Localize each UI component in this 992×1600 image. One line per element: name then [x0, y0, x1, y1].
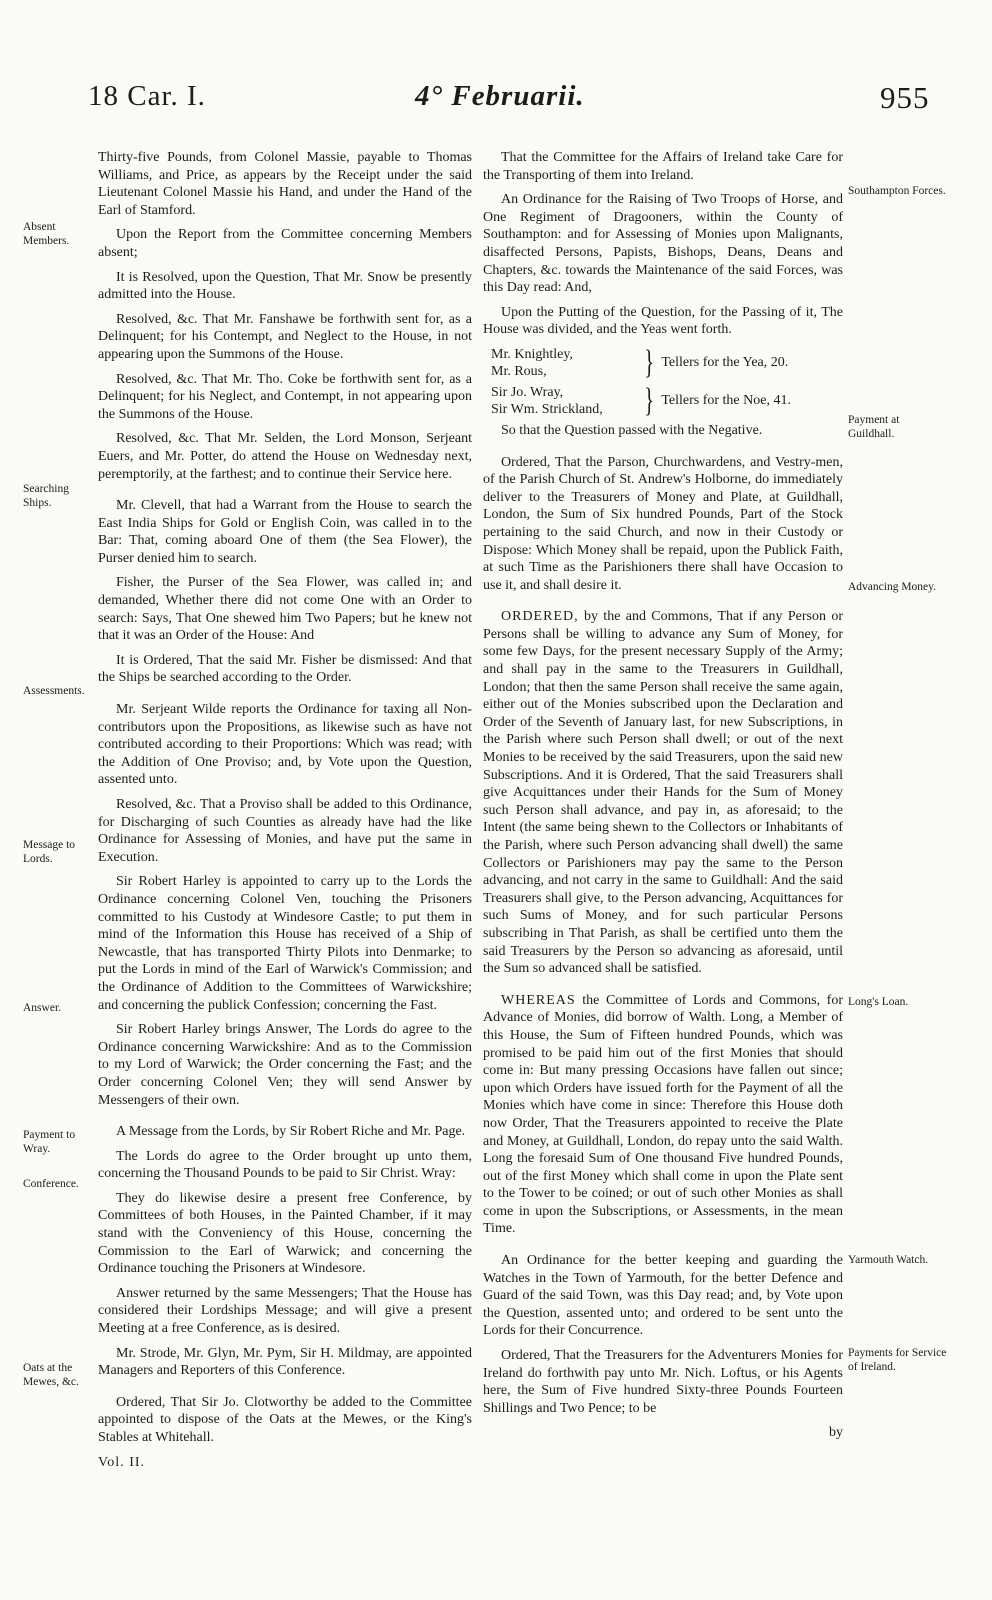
- margin-note-yarmouth-watch: Yarmouth Watch.: [848, 1254, 929, 1266]
- paragraph: Upon the Putting of the Question, for the Passing of it, The House was divided, and the Yeas went forth.: [483, 304, 843, 338]
- teller-name: Sir Jo. Wray,: [491, 384, 564, 400]
- paragraph: Mr. Strode, Mr. Glyn, Mr. Pym, Sir H. Mildmay, are appointed Managers and Reporters of this Conference.: [98, 1345, 472, 1379]
- paragraph: Resolved, &c. That a Proviso shall be added to this Ordinance, for Discharging of such Counties as already have had the like Ordinance for Assessing of Monies, and have put the same in Execution.: [98, 797, 472, 865]
- margin-note-answer: Answer.: [23, 1002, 62, 1014]
- paragraph: [483, 608, 843, 977]
- paragraph: Resolved, &c. That Mr. Fanshawe be forthwith sent for, as a Delinquent; for his Contempt, and Neglect to the House, in not appearing upon the Summons of the House.: [98, 311, 472, 362]
- tellers-label: Tellers for the Noe, 41.: [661, 393, 791, 409]
- tellers-yea: [483, 343, 843, 381]
- paragraph-lead: ORDERED,: [501, 609, 579, 625]
- paragraph: Mr. Clevell, that had a Warrant from the House to search the East India Ships for Gold or English Coin, was called in to the Bar: That, coming aboard One of them (the Sea Flower), the Purser denied him to search.: [98, 498, 472, 566]
- brace-glyph: }: [644, 381, 655, 419]
- margin-note-payments-for-ireland: Payments for Service of Ireland.: [848, 1347, 947, 1373]
- margin-note-southampton-forces: Southampton Forces.: [848, 185, 946, 197]
- date-heading: 4° Februarii.: [415, 80, 585, 112]
- tellers-noe: [483, 381, 843, 419]
- paragraph: Sir Robert Harley is appointed to carry up to the Lords the Ordinance concerning Colonel Ven, touching the Prisoners committed to his Custody at Windesore Castle; to put them in mind of the Information this House has received of a Ship of Newcastle, that has transported Thirty Pilots into Denmarke; to put the Lords in mind of the Earl of Warwick's Commission; and the Ordinance of Addition to the Committees of Warwickshire; and concerning the publick Confession; concerning the Fast.: [98, 874, 472, 1013]
- left-column: [98, 149, 472, 1471]
- paragraph-body: by the and Commons, That if any Person or Persons shall be willing to advance any Sum of Money, for some few Days, for the present necessary Supply of the Army; and shall pay in the same to the Treasurers in Guildhall, London; that then the same Person shall receive the same again, either out of the Monies subscribed upon the Declaration and Order of the Seventh of January last, for new Subscriptions, in the Parish where such Person shall dwell; or out of the next Monies to be received by the said Treasurers, upon the said new Subscriptions. And it is Ordered, That the said Treasurers shall give Acquittances under their Hands for the Sum of Money such Person shall advance, and pay in, as aforesaid; to the Intent (the same being shewn to the Collectors or Inhabitants of the Parish, where such Person advancing shall dwell) the same Collectors or Parishioners may pay the same to the Person advancing, and not carry in the same to Guildhall: And the said Treasurers shall give, to the Person advancing, Acquittances for such Sums of Money, and for such particular Persons subscribing in That Parish, as shall be certified unto them the said Treasurers by the Person so advancing as aforesaid, until the Sum so advanced shall be satisfied.: [483, 609, 844, 977]
- brace-glyph: }: [644, 343, 655, 381]
- paragraph: It is Resolved, upon the Question, That Mr. Snow be presently admitted into the House.: [98, 269, 472, 303]
- margin-note-payment-at-guildhall: Payment at Guildhall.: [848, 414, 900, 440]
- margin-note-payment-to-wray: Payment to Wray.: [23, 1129, 76, 1155]
- paragraph: [483, 992, 843, 1238]
- margin-note-searching-ships: Searching Ships.: [23, 483, 69, 509]
- paragraph-body: the Committee of Lords and Commons, for Advance of Monies, did borrow of Walth. Long, a Member of this House, the Sum of Fifteen hundred Pounds, which was promised to be paid him out of the first Monies that should come in: But many pressing Occasions have fallen out since; upon which Orders have issued forth for the Payment of all the Monies which have come in since: Therefore this House doth now Order, That the Treasurers appointed to receive the Plate and Money, at Guildhall, London, do repay unto the said Walth. Long the foresaid Sum of One thousand Five hundred Pounds, out of the first Money which shall come in upon the Plate sent to the Tower to be coined; or out of such other Monies as shall come in upon the Subscriptions, or Assessments, in the mean Time.: [483, 992, 844, 1237]
- margin-note-message-to-lords: Message to Lords.: [23, 839, 76, 865]
- paragraph: That the Committee for the Affairs of Ireland take Care for the Transporting of them into Ireland.: [483, 150, 843, 183]
- volume-signature: Vol. II.: [98, 1454, 146, 1470]
- paragraph: An Ordinance for the Raising of Two Troops of Horse, and One Regiment of Dragooners, within the County of Southampton: and for Assessing of Monies upon Malignants, disaffected Persons, Papists, Bishops, Deans, Deans and Chapters, &c. towards the Maintenance of the said Forces, was this Day read: And,: [483, 192, 843, 296]
- paragraph: Answer returned by the same Messengers; That the House has considered their Lordships Message; and will give a present Meeting at a free Conference, as is desired.: [98, 1285, 472, 1337]
- paragraph: Mr. Serjeant Wilde reports the Ordinance for taxing all Non-contributors upon the Propositions, as likewise such as have not contributed according to their Proportions: Which was read; with the Addition of One Proviso; and, by Vote upon the Question, assented unto.: [98, 702, 472, 788]
- paragraph: Upon the Report from the Committee concerning Members absent;: [98, 227, 472, 260]
- paragraph: Ordered, That the Treasurers for the Adventurers Monies for Ireland do forthwith pay unto Mr. Nich. Loftus, or his Agents here, the Sum of Five hundred Sixty-three Pounds Fourteen Shillings and Two Pence; to be: [483, 1348, 843, 1416]
- paragraph: Sir Robert Harley brings Answer, The Lords do agree to the Ordinance concerning Warwickshire: And as to the Commission to my Lord of Warwick; the Order concerning the Fast; and the Order concerning Colonel Ven; they will send Answer by Messengers of their own.: [98, 1022, 472, 1108]
- paragraph: So that the Question passed with the Negative.: [501, 422, 763, 438]
- right-column: [483, 149, 843, 1442]
- paragraph: An Ordinance for the better keeping and guarding the Watches in the Town of Yarmouth, for the better Defence and Guard of the said Town, was this Day read; and, by Vote upon the Question, assented unto; and ordered to be sent unto the Lords for their Concurrence.: [483, 1253, 843, 1339]
- paragraph: Thirty-five Pounds, from Colonel Massie, payable to Thomas Williams, and Price, as appears by the Receipt under the said Lieutenant Colonel Massie his Hand, and under the Hand of the Earl of Stamford.: [98, 150, 472, 218]
- teller-name: Sir Wm. Strickland,: [491, 401, 603, 417]
- regnal-year: 18 Car. I.: [88, 80, 206, 112]
- teller-name: Mr. Knightley,: [491, 346, 573, 362]
- margin-note-advancing-money: Advancing Money.: [848, 581, 937, 593]
- paragraph: A Message from the Lords, by Sir Robert Riche and Mr. Page.: [116, 1124, 466, 1140]
- page-number: 955: [880, 80, 930, 115]
- paragraph: The Lords do agree to the Order brought up unto them, concerning the Thousand Pounds to be paid to Sir Christ. Wray:: [98, 1148, 472, 1182]
- teller-name: Mr. Rous,: [491, 363, 547, 379]
- paragraph: Resolved, &c. That Mr. Selden, the Lord Monson, Serjeant Euers, and Mr. Potter, do attend the House on Wednesday next, peremptorily, at the farthest; and to continue their Service here.: [98, 431, 472, 482]
- paragraph: They do likewise desire a present free Conference, by Committees of both Houses, in the Painted Chamber, if it may stand with the Conveniency of this House, concerning the Commission to the Earl of Warwick; and concerning the Ordinance touching the Prisoners at Windesore.: [98, 1190, 472, 1277]
- paragraph: Ordered, That Sir Jo. Clotworthy be added to the Committee appointed to dispose of the Oats at the Mewes, or the King's Stables at Whitehall.: [98, 1394, 472, 1445]
- paragraph: Ordered, That the Parson, Churchwardens, and Vestry-men, of the Parish Church of St. Andrew's Holborne, do immediately deliver to the Treasurers of Money and Plate, at Guildhall, London, the Sum of Six hundred Pounds, Part of the Stock pertaining to the said Church, and now in their Custody or Dispose: Which Money shall be repaid, upon the Publick Faith, at such Time as the Parishioners there shall have Occasion to use it, and shall desire it.: [483, 454, 843, 593]
- tellers-block: [483, 343, 843, 419]
- catchword: by: [829, 1425, 843, 1441]
- margin-note-longs-loan: Long's Loan.: [848, 996, 909, 1008]
- margin-note-absent-members: Absent Members.: [23, 221, 70, 247]
- paragraph: Resolved, &c. That Mr. Tho. Coke be forthwith sent for, as a Delinquent; for his Neglect, and Contempt, in not appearing upon the Summons of the House.: [98, 371, 472, 422]
- margin-note-oats-at-the-mewes: Oats at the Mewes, &c.: [23, 1362, 79, 1388]
- paragraph-lead: WHEREAS: [501, 992, 576, 1008]
- margin-note-conference: Conference.: [23, 1178, 79, 1190]
- margin-note-assessments: Assessments.: [23, 685, 85, 697]
- tellers-label: Tellers for the Yea, 20.: [661, 355, 789, 371]
- paragraph: Fisher, the Purser of the Sea Flower, was called in; and demanded, Whether there did not come One with an Order to search: Says, That One shewed him Two Papers; but he knew not that it was an Order of the House: And: [98, 575, 472, 644]
- paragraph: It is Ordered, That the said Mr. Fisher be dismissed: And that the Ships be searched according to the Order.: [98, 652, 472, 686]
